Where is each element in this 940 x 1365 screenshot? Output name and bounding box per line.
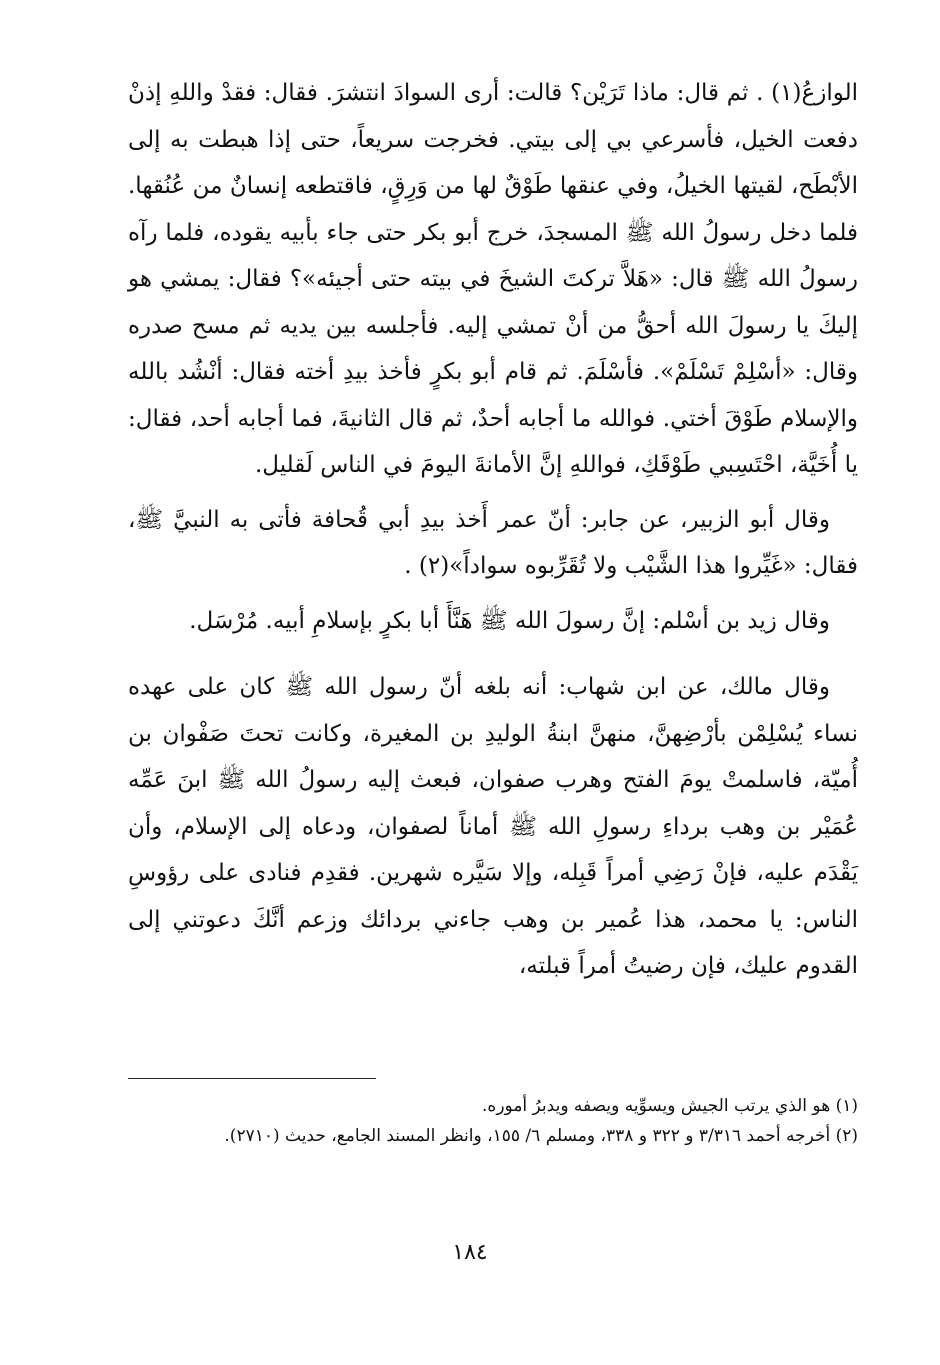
main-text [128,70,858,990]
paragraph-1: الوازعُ(١) . ثم قال: ماذا تَرَيْن؟ قالت: أرى السوادَ انتشرَ. فقال: فقدْ واللهِ إذنْ دفعت الخيل، فأسرعي بي إلى بيتي. فخرجت سريعاً، حتى إذا هبطت به إلى الأبْطَح، لقيتها الخيلُ، وفي عنقها طَوْقٌ لها من وَرِقٍ، فاقتطعه إنسانٌ من عُنُقها. فلما دخل رسولُ الله ﷺ المسجدَ، خرج أبو بكر حتى جاء بأبيه يقوده، فلما رآه رسولُ الله ﷺ قال: «هَلاَّ تركتَ الشيخَ في بيته حتى أجيئه»؟ فقال: يمشي هو إليكَ يا رسولَ الله أحقُّ من أنْ تمشي إليه. فأجلسه بين يديه ثم مسح صدره وقال: «أسْلِمْ تَسْلَمْ». فأسْلَمَ. ثم قام أبو بكرٍ فأخذ بيدِ أخته فقال: أنْشُد بالله والإسلام طَوْقَ أختي. فوالله ما أجابه أحدٌ، ثم قال الثانيةَ، فما أجابه أحد، فقال: يا أُخَيَّة، احْتَسِبي طَوْقَكِ، فواللهِ إنَّ الأمانةَ اليومَ في الناس لَقليل. [128,80,858,478]
paragraph-3: وقال زيد بن أسْلم: إنَّ رسولَ الله ﷺ هَنَّأَ أبا بكرٍ بإسلامِ أبيه. مُرْسَل. [189,607,830,634]
page-number: ١٨٤ [452,1240,488,1265]
footnote-2: (٢) أخرجه أحمد ٣/٣١٦ و ٣٢٢ و ٣٣٨، ومسلم ٦/ ١٥٥، وانظر المسند الجامع، حديث (٢٧١٠). [224,1126,858,1146]
footnote-divider [128,1078,376,1079]
footnotes-section [128,1078,858,1151]
footnote-1: (١) هو الذي يرتب الجيش ويسوِّيه ويصفه ويدبرُ أموره. [482,1096,858,1116]
paragraph-4: وقال مالك، عن ابن شهاب: أنه بلغه أنّ رسول الله ﷺ كان على عهده نساء يُسْلِمْن بأرْضِهنَّ، منهنَّ ابنةُ الوليدِ بن المغيرة، وكانت تحتَ صَفْوان بن أُميّة، فاسلمتْ يومَ الفتح وهرب صفوان، فبعث إليه رسولُ الله ﷺ ابنَ عَمِّه عُمَيْر بن وهب برداءِ رسولِ الله ﷺ أماناً لصفوان، ودعاه إلى الإسلام، وأن يَقْدَم عليه، فإنْ رَضِي أمراً قَبِله، وإلا سَيَّره شهرين. فقدِم فنادى على رؤوسِ الناس: يا محمد، هذا عُمير بن وهب جاءني بردائك وزعم أنَّكَ دعوتني إلى القدوم عليك، فإن رضيتُ أمراً قبلته، [128,674,858,979]
paragraph-2: وقال أبو الزبير، عن جابر: أنّ عمر أَخذ بيدِ أبي قُحافة فأتى به النبيَّ ﷺ، فقال: «غَيِّروا هذا الشَّيْب ولا تُقَرِّبوه سواداً»(٢) . [128,506,858,579]
